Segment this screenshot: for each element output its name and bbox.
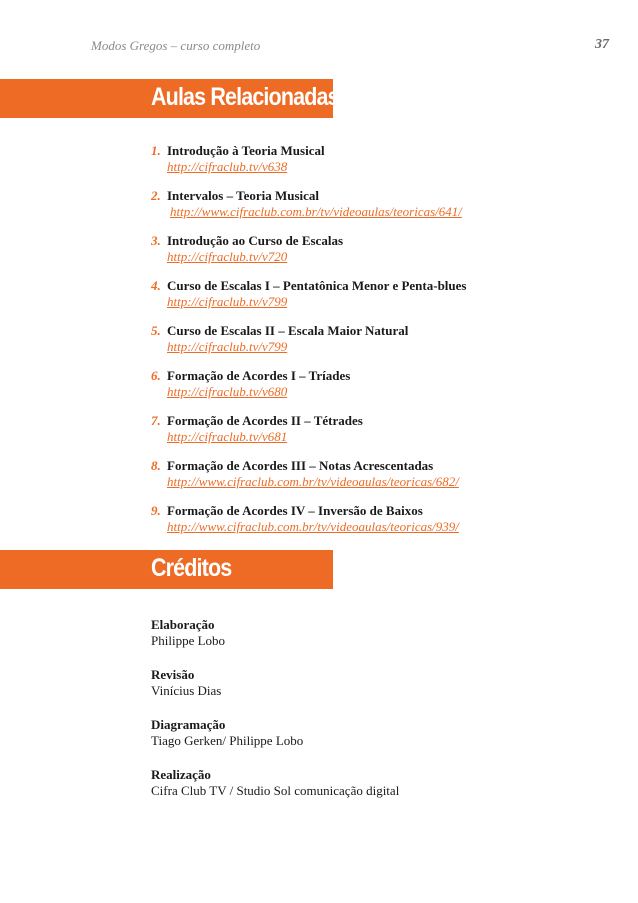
lesson-title: Introdução ao Curso de Escalas	[167, 233, 344, 248]
list-item	[151, 233, 621, 278]
list-item	[151, 278, 621, 323]
lesson-link[interactable]: http://cifraclub.tv/v799	[167, 294, 288, 309]
credit-name: Philippe Lobo	[151, 633, 226, 648]
section-title-creditos: Créditos	[151, 554, 232, 582]
credit-role: Elaboração	[151, 617, 215, 632]
credit-name: Cifra Club TV / Studio Sol comunicação digital	[151, 783, 400, 798]
lesson-link[interactable]: http://www.cifraclub.com.br/tv/videoaulas/teoricas/939/	[167, 519, 459, 534]
credit-name: Tiago Gerken/ Philippe Lobo	[151, 733, 304, 748]
lesson-title: Formação de Acordes III – Notas Acrescentadas	[167, 458, 434, 473]
document-header-title: Modos Gregos – curso completo	[91, 38, 261, 53]
lesson-link[interactable]: http://www.cifraclub.com.br/tv/videoaulas/teoricas/641/	[170, 204, 462, 219]
lesson-link[interactable]: http://cifraclub.tv/v799	[167, 339, 288, 354]
list-number: 5.	[151, 323, 161, 338]
lesson-title: Formação de Acordes II – Tétrades	[167, 413, 363, 428]
credit-role: Realização	[151, 767, 211, 782]
list-number: 6.	[151, 368, 161, 383]
list-number: 7.	[151, 413, 161, 428]
list-number: 3.	[151, 233, 161, 248]
related-lessons-list	[151, 143, 621, 548]
credit-item	[151, 767, 399, 817]
lesson-title: Intervalos – Teoria Musical	[167, 188, 320, 203]
section-banner-aulas	[0, 79, 339, 118]
list-item	[151, 458, 621, 503]
list-number: 1.	[151, 143, 161, 158]
list-number: 9.	[151, 503, 161, 518]
section-title-aulas: Aulas Relacionadas	[151, 83, 339, 111]
credit-role: Diagramação	[151, 717, 226, 732]
lesson-title: Formação de Acordes I – Tríades	[167, 368, 351, 383]
list-item	[151, 413, 621, 458]
page-number: 37	[595, 37, 609, 52]
credit-item	[151, 667, 399, 717]
lesson-title: Curso de Escalas I – Pentatônica Menor e Penta-blues	[167, 278, 467, 293]
credit-role: Revisão	[151, 667, 195, 682]
list-number: 2.	[151, 188, 161, 203]
list-item	[151, 188, 621, 233]
list-item	[151, 503, 621, 548]
credit-item	[151, 717, 399, 767]
list-item	[151, 323, 621, 368]
lesson-link[interactable]: http://www.cifraclub.com.br/tv/videoaulas/teoricas/682/	[167, 474, 459, 489]
list-number: 8.	[151, 458, 161, 473]
lesson-title: Introdução à Teoria Musical	[167, 143, 325, 158]
lesson-title: Curso de Escalas II – Escala Maior Natural	[167, 323, 409, 338]
lesson-link[interactable]: http://cifraclub.tv/v720	[167, 249, 288, 264]
credit-item	[151, 617, 399, 667]
list-item	[151, 143, 621, 188]
lesson-link[interactable]: http://cifraclub.tv/v638	[167, 159, 288, 174]
lesson-link[interactable]: http://cifraclub.tv/v681	[167, 429, 288, 444]
lesson-link[interactable]: http://cifraclub.tv/v680	[167, 384, 288, 399]
list-item	[151, 368, 621, 413]
lesson-title: Formação de Acordes IV – Inversão de Baixos	[167, 503, 423, 518]
list-number: 4.	[151, 278, 161, 293]
section-banner-creditos	[0, 550, 333, 589]
credit-name: Vinícius Dias	[151, 683, 222, 698]
credits-list	[151, 617, 399, 817]
